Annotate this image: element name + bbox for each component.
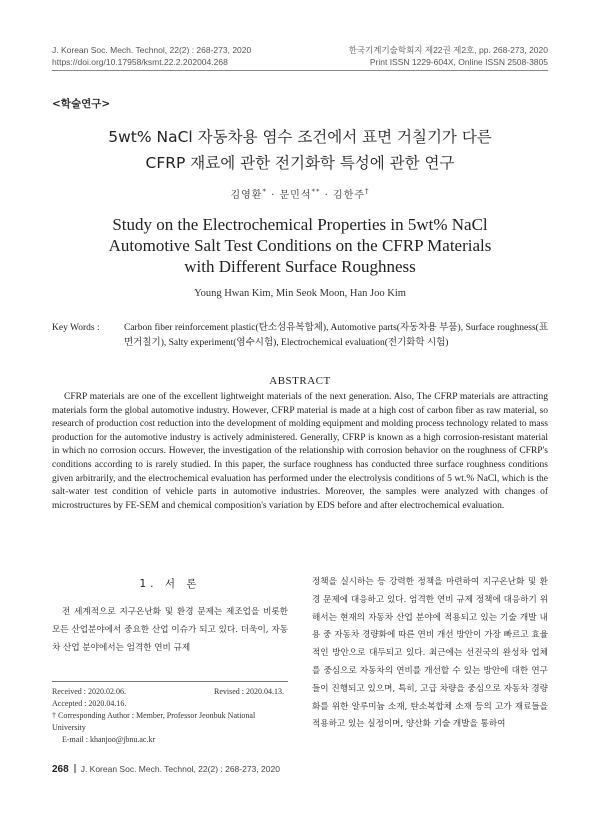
issn-info: Print ISSN 1229-604X, Online ISSN 2508-3805 bbox=[369, 57, 548, 67]
header-divider bbox=[52, 70, 548, 71]
doi-link[interactable]: https://doi.org/10.17958/ksmt.22.2.202004.268 bbox=[52, 57, 228, 67]
keywords-text: Carbon fiber reinforcement plastic(탄소섬유복합체), Automotive parts(자동차용 부품), Surface roughness(표면거칠기), Salty experiment(염수시험), Electrochemical evaluation(전기화학 시험) bbox=[124, 323, 548, 348]
author-name: 김한주 bbox=[333, 190, 366, 201]
page-footer bbox=[52, 764, 280, 775]
author-name: 문민석 bbox=[279, 190, 312, 201]
footer-separator bbox=[74, 764, 76, 773]
footer-journal: J. Korean Soc. Mech. Technol, 22(2) : 268-273, 2020 bbox=[80, 764, 280, 774]
english-title-line3: with Different Surface Roughness bbox=[184, 257, 416, 276]
english-authors: Young Hwan Kim, Min Seok Moon, Han Joo Kim bbox=[194, 288, 406, 299]
english-title-line1: Study on the Electrochemical Properties in 5wt% NaCl bbox=[112, 215, 488, 234]
author-mark: ** bbox=[311, 187, 321, 196]
korean-authors bbox=[40, 186, 560, 201]
journal-citation-korean: 한국기계기술학회지 제22권 제2호, pp. 268-273, 2020 bbox=[348, 45, 548, 55]
journal-citation: J. Korean Soc. Mech. Technol, 22(2) : 268-273, 2020 bbox=[52, 45, 252, 55]
running-header-left bbox=[52, 44, 251, 68]
email-address[interactable]: E-mail : khanjoo@jbnu.ac.kr bbox=[62, 735, 156, 744]
author-separator: · bbox=[271, 190, 276, 201]
footnotes bbox=[52, 686, 288, 746]
page-number: 268 bbox=[52, 764, 69, 775]
introduction-text-left: 전 세계적으로 지구온난화 및 환경 문제는 제조업을 비롯한 모든 산업분야에서 중요한 산업 이슈가 되고 있다. 더욱이, 자동차 산업 분야에서는 엄격한 연비 규제 bbox=[52, 607, 288, 653]
keywords-block bbox=[52, 321, 548, 350]
korean-title-line2: CFRP 재료에 관한 전기화학 특성에 관한 연구 bbox=[145, 154, 455, 172]
english-title bbox=[40, 214, 560, 277]
article-category: <학술연구> bbox=[52, 98, 111, 110]
korean-title bbox=[40, 124, 560, 176]
english-title-line2: Automotive Salt Test Conditions on the CFRP Materials bbox=[108, 236, 492, 255]
received-row bbox=[52, 686, 288, 698]
received-date: Received : 2020.02.06. bbox=[52, 687, 126, 696]
author-name: 김영환 bbox=[230, 190, 263, 201]
author-mark: † bbox=[365, 187, 370, 196]
footnote-divider bbox=[52, 681, 288, 682]
running-header-right bbox=[349, 44, 548, 68]
accepted-date: Accepted : 2020.04.16. bbox=[52, 699, 127, 708]
abstract-text: CFRP materials are one of the excellent lightweight materials of the next generation. Also, The CFRP materials are attracting materials form the global automotive industry. However, CFRP material is made at a high cost of carbon fiber as raw material, so research of production cost reduction into the development of molding equipment and molding process technology related to mass production for the automotive industry is actively administered. Generally, CFRP is known as a high corrosion-resistant material in which no corrosion occurs. However, the investigation of the relationship with corrosion behavior on the roughness of CFRP's conditions according to is rarely studied. In this paper, the surface roughness has conducted three surface roughness conditions given arbitrarily, and the electrochemical evaluation has performed under the electrolysis conditions of 5 wt.% NaCl, which is the salt-water test condition of vehicle parts in automotive industries. Moreover, the samples were analyzed with changes of microstructures by FE-SEM and chemical composition's variation by EDS before and after electrochemical evaluation. bbox=[52, 392, 548, 511]
abstract-heading: ABSTRACT bbox=[269, 375, 331, 387]
author-separator: · bbox=[324, 190, 329, 201]
section-heading-introduction: 1. 서 론 bbox=[139, 578, 201, 590]
keywords-label: Key Words : bbox=[52, 323, 100, 333]
corresponding-author: † Corresponding Author : Member, Professor Jeonbuk National University bbox=[52, 711, 256, 732]
introduction-text-right: 정책을 실시하는 등 강력한 정책을 마련하여 지구온난화 및 환경 문제에 대응하고 있다. 엄격한 연비 규제 정책에 대응하기 위해서는 현재의 자동차 산업 분야에 적용되고 있는 기술 개발 내용 중 자동차 경량화에 따른 연비 개선 방안이 가장 빠르고 효율적인 방안으로 대두되고 있다. 최근에는 선진국의 완성차 업체를 중심으로 자동차의 연비를 개선할 수 있는 방안에 대한 연구들이 진행되고 있으며, 특히, 고급 차량을 중심으로 자동차 경량화를 위한 알루미늄 소재, 탄소복합체 소재 등의 고가 재료들을 적용하고 있는 실정이며, 양산화 기술 개발을 통하여 bbox=[312, 577, 548, 730]
author-mark: * bbox=[262, 187, 267, 196]
revised-date: Revised : 2020.04.13. bbox=[214, 687, 284, 696]
korean-title-line1: 5wt% NaCl 자동차용 염수 조건에서 표면 거칠기가 다른 bbox=[108, 128, 492, 146]
